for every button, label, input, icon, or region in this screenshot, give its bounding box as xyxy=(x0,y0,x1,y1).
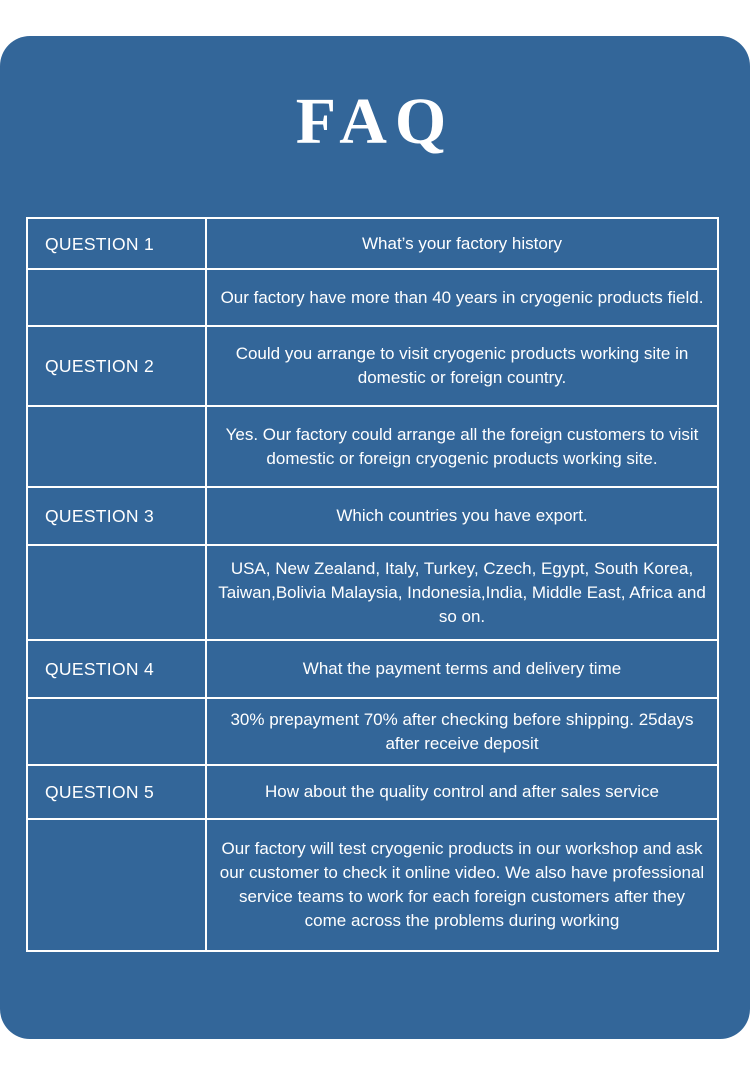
answer-label-cell xyxy=(27,545,206,640)
question-label: QUESTION 3 xyxy=(27,487,206,545)
question-text: Could you arrange to visit cryogenic products working site in domestic or foreign country. xyxy=(206,326,718,406)
answer-label-cell xyxy=(27,269,206,326)
answer-text: USA, New Zealand, Italy, Turkey, Czech, Egypt, South Korea, Taiwan,Bolivia Malaysia, Indonesia,India, Middle East, Africa and so on. xyxy=(206,545,718,640)
answer-label-cell xyxy=(27,698,206,765)
answer-row xyxy=(27,698,718,765)
answer-text: 30% prepayment 70% after checking before shipping. 25days after receive deposit xyxy=(206,698,718,765)
answer-row xyxy=(27,406,718,487)
question-row xyxy=(27,640,718,698)
page-title: FAQ xyxy=(295,85,455,158)
question-row xyxy=(27,326,718,406)
answer-row xyxy=(27,819,718,951)
answer-row xyxy=(27,269,718,326)
question-text: How about the quality control and after sales service xyxy=(206,765,718,819)
question-text: Which countries you have export. xyxy=(206,487,718,545)
answer-row xyxy=(27,545,718,640)
question-row xyxy=(27,218,718,269)
answer-label-cell xyxy=(27,406,206,487)
question-row xyxy=(27,487,718,545)
faq-table xyxy=(26,217,719,952)
question-label: QUESTION 1 xyxy=(27,218,206,269)
answer-label-cell xyxy=(27,819,206,951)
answer-text: Our factory have more than 40 years in cryogenic products field. xyxy=(206,269,718,326)
question-label: QUESTION 4 xyxy=(27,640,206,698)
answer-text: Our factory will test cryogenic products in our workshop and ask our customer to check it online video. We also have professional service teams to work for each foreign customers after they come across the problems during working xyxy=(206,819,718,951)
answer-text: Yes. Our factory could arrange all the foreign customers to visit domestic or foreign cryogenic products working site. xyxy=(206,406,718,487)
question-label: QUESTION 5 xyxy=(27,765,206,819)
question-text: What’s your factory history xyxy=(206,218,718,269)
question-row xyxy=(27,765,718,819)
question-label: QUESTION 2 xyxy=(27,326,206,406)
question-text: What the payment terms and delivery time xyxy=(206,640,718,698)
